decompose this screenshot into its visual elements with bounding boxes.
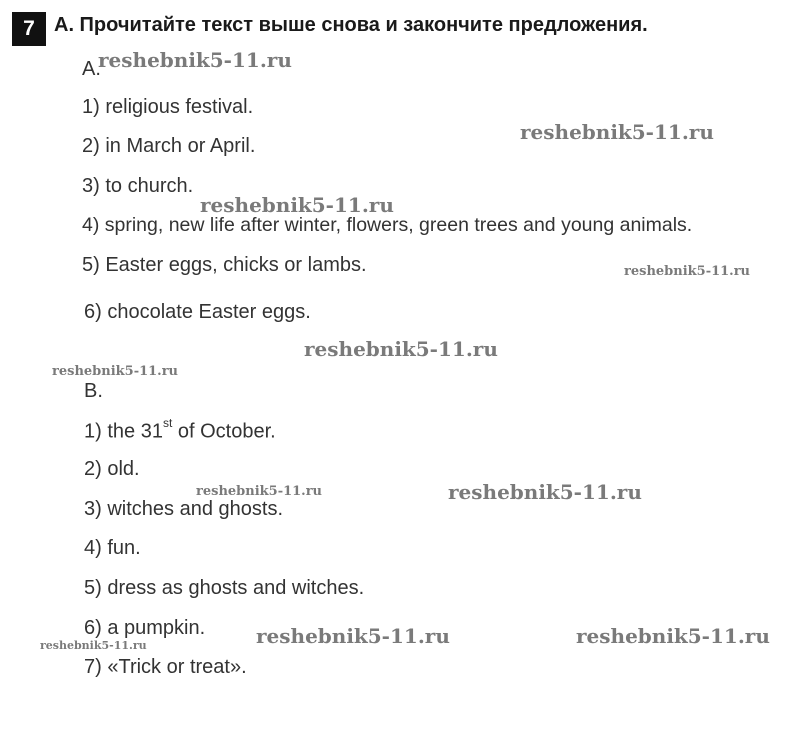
watermark: reshebnik5-11.ru	[624, 264, 751, 279]
watermark: reshebnik5-11.ru	[256, 624, 450, 648]
section-a-item-4: 4) spring, new life after winter, flowers, green trees and young animals.	[82, 214, 693, 236]
section-a-label: A.	[82, 58, 101, 80]
section-b-item-1	[84, 416, 276, 444]
exercise-number-badge: 7	[12, 12, 46, 46]
watermark: reshebnik5-11.ru	[448, 480, 642, 504]
section-b-item-1-suffix: of October.	[172, 420, 276, 443]
watermark: reshebnik5-11.ru	[304, 337, 498, 361]
watermark: reshebnik5-11.ru	[52, 364, 179, 379]
section-a-item-6: 6) chocolate Easter eggs.	[84, 301, 311, 323]
section-b-item-7: 7) «Trick or treat».	[84, 656, 247, 678]
section-b-item-2: 2) old.	[84, 458, 140, 480]
watermark: reshebnik5-11.ru	[98, 48, 292, 72]
section-a-item-3: 3) to church.	[82, 175, 194, 197]
exercise-title: A. Прочитайте текст выше снова и закончите предложения.	[54, 14, 648, 36]
watermark: reshebnik5-11.ru	[196, 484, 323, 499]
section-b-item-1-prefix: 1) the 31	[84, 420, 163, 443]
section-a-item-2: 2) in March or April.	[82, 135, 256, 157]
section-b-item-4: 4) fun.	[84, 537, 141, 559]
section-b-item-5: 5) dress as ghosts and witches.	[84, 577, 365, 599]
watermark: reshebnik5-11.ru	[520, 120, 714, 144]
watermark: reshebnik5-11.ru	[40, 639, 147, 652]
section-b-label: B.	[84, 380, 103, 402]
watermark: reshebnik5-11.ru	[200, 193, 394, 217]
watermark: reshebnik5-11.ru	[576, 624, 770, 648]
section-b-item-6: 6) a pumpkin.	[84, 617, 206, 639]
section-a-item-5: 5) Easter eggs, chicks or lambs.	[82, 254, 367, 276]
section-b-item-1-sup: st	[162, 416, 173, 430]
section-a-item-1: 1) religious festival.	[82, 96, 254, 118]
section-b-item-3: 3) witches and ghosts.	[84, 498, 283, 520]
